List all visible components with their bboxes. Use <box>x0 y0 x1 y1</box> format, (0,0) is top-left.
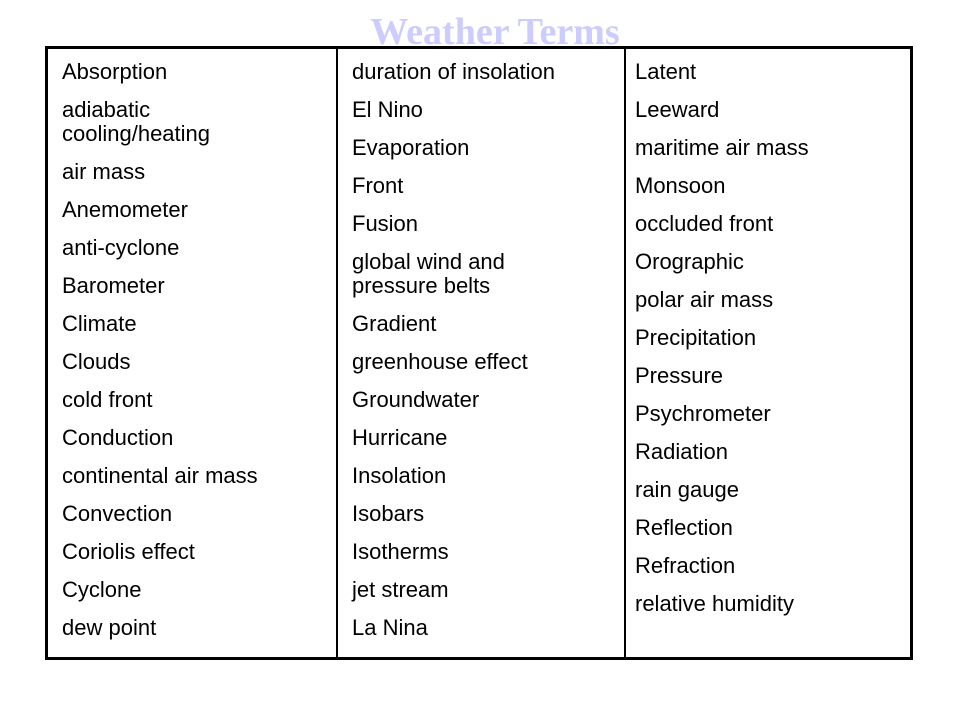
term-item: air mass <box>62 159 146 184</box>
term-item: duration of insolation <box>352 59 556 84</box>
term-item: Anemometer <box>62 197 188 222</box>
term-item: global wind and pressure belts <box>352 249 505 298</box>
term-item: Conduction <box>62 425 174 450</box>
term-item: Fusion <box>352 211 419 236</box>
term-item: Hurricane <box>352 425 448 450</box>
term-item: Front <box>352 173 404 198</box>
term-item: Isobars <box>352 501 425 526</box>
term-item: Climate <box>62 311 137 336</box>
term-item: polar air mass <box>635 287 774 312</box>
term-item: dew point <box>62 615 157 640</box>
term-item: Isotherms <box>352 539 449 564</box>
term-item: Leeward <box>635 97 720 122</box>
term-item: Evaporation <box>352 135 470 160</box>
term-item: Insolation <box>352 463 447 488</box>
term-item: La Nina <box>352 615 428 640</box>
terms-column-2 <box>336 49 624 657</box>
term-item: Gradient <box>352 311 437 336</box>
term-item: adiabatic cooling/heating <box>62 97 211 146</box>
term-item: Pressure <box>635 363 724 388</box>
term-item: Absorption <box>62 59 168 84</box>
page-title: Weather Terms <box>370 11 620 53</box>
term-item: Reflection <box>635 515 733 540</box>
terms-column-1 <box>48 49 336 657</box>
term-item: continental air mass <box>62 463 258 488</box>
term-item: Refraction <box>635 553 736 578</box>
term-item: El Nino <box>352 97 423 122</box>
term-item: Latent <box>635 59 697 84</box>
term-item: Psychrometer <box>635 401 771 426</box>
term-item: greenhouse effect <box>352 349 528 374</box>
term-item: cold front <box>62 387 153 412</box>
term-item: Cyclone <box>62 577 142 602</box>
terms-column-3 <box>624 49 910 657</box>
term-item: Orographic <box>635 249 744 274</box>
term-item: jet stream <box>352 577 449 602</box>
term-item: Convection <box>62 501 173 526</box>
term-item: Monsoon <box>635 173 726 198</box>
term-item: Groundwater <box>352 387 480 412</box>
term-item: Barometer <box>62 273 165 298</box>
term-item: Precipitation <box>635 325 757 350</box>
term-item: Radiation <box>635 439 728 464</box>
term-item: Coriolis effect <box>62 539 195 564</box>
term-item: relative humidity <box>635 591 794 616</box>
term-item: Clouds <box>62 349 131 374</box>
term-item: rain gauge <box>635 477 739 502</box>
term-item: occluded front <box>635 211 774 236</box>
term-item: anti-cyclone <box>62 235 180 260</box>
weather-terms-table <box>45 46 913 660</box>
term-item: maritime air mass <box>635 135 809 160</box>
